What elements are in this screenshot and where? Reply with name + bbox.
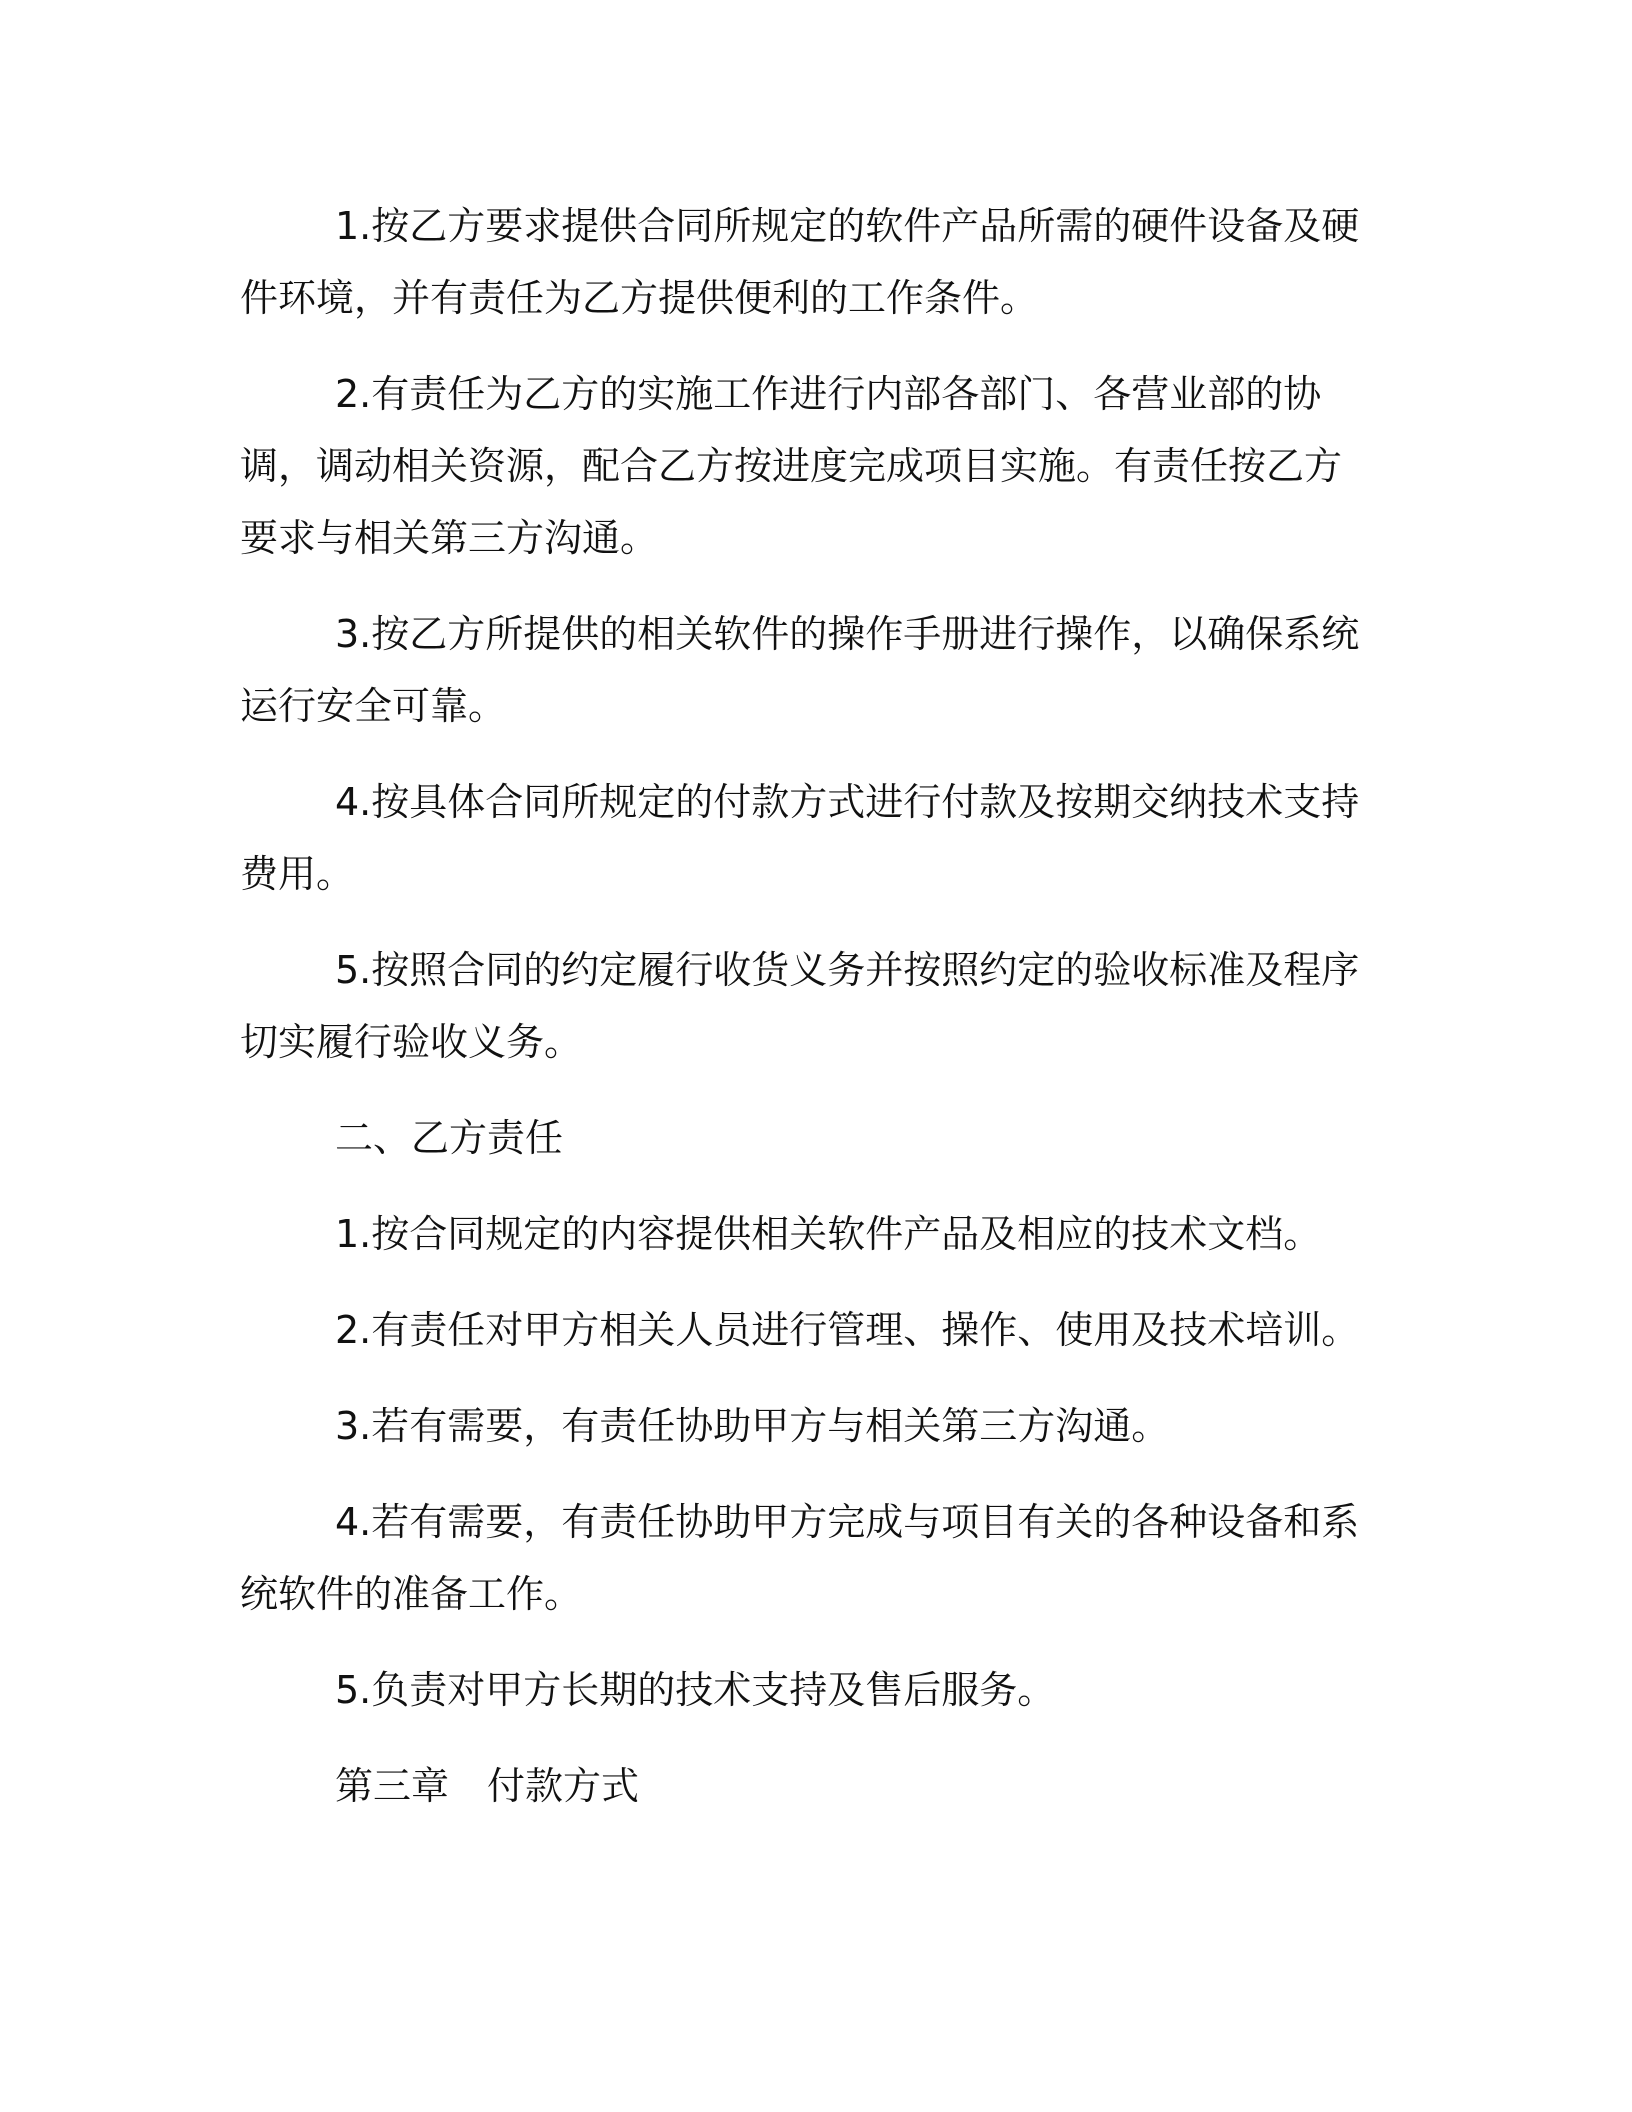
party-a-duty-4: 4.按具体合同所规定的付款方式进行付款及按期交纳技术支持费用。 bbox=[240, 780, 1360, 896]
party-b-duty-4: 4.若有需要，有责任协助甲方完成与项目有关的各种设备和系统软件的准备工作。 bbox=[240, 1500, 1360, 1616]
party-b-duty-3: 3.若有需要，有责任协助甲方与相关第三方沟通。 bbox=[335, 1404, 1170, 1448]
party-a-duty-3: 3.按乙方所提供的相关软件的操作手册进行操作，以确保系统运行安全可靠。 bbox=[240, 612, 1360, 728]
party-b-duty-1: 1.按合同规定的内容提供相关软件产品及相应的技术文档。 bbox=[335, 1212, 1322, 1256]
section-heading-party-b: 二、乙方责任 bbox=[335, 1116, 564, 1160]
document-page bbox=[240, 190, 1374, 1846]
party-b-duty-5: 5.负责对甲方长期的技术支持及售后服务。 bbox=[335, 1668, 1056, 1712]
party-a-duty-5: 5.按照合同的约定履行收货义务并按照约定的验收标准及程序切实履行验收义务。 bbox=[240, 948, 1360, 1064]
party-b-duty-2: 2.有责任对甲方相关人员进行管理、操作、使用及技术培训。 bbox=[335, 1308, 1360, 1352]
party-a-duty-1: 1.按乙方要求提供合同所规定的软件产品所需的硬件设备及硬件环境，并有责任为乙方提供便利的工作条件。 bbox=[240, 204, 1360, 320]
chapter-heading-payment: 第三章 付款方式 bbox=[335, 1764, 640, 1808]
party-a-duty-2: 2.有责任为乙方的实施工作进行内部各部门、各营业部的协调，调动相关资源，配合乙方按进度完成项目实施。有责任按乙方要求与相关第三方沟通。 bbox=[240, 372, 1343, 560]
